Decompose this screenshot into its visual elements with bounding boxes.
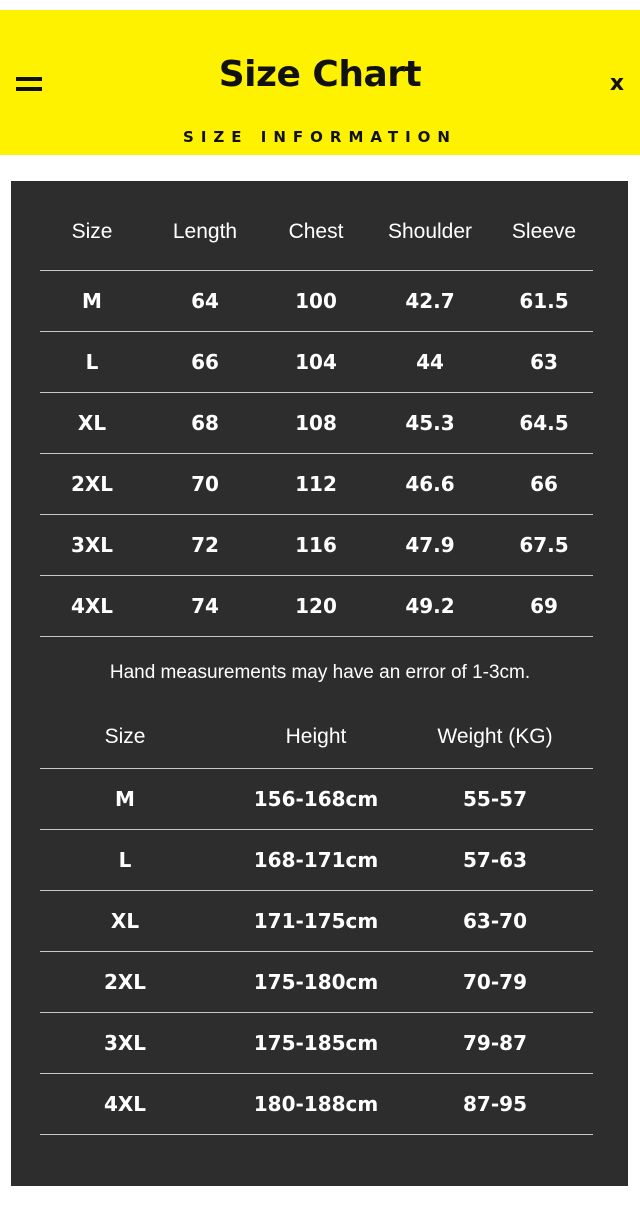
- table-cell: 116: [295, 532, 337, 557]
- table-cell: 70: [191, 471, 219, 496]
- header-banner: [0, 10, 640, 155]
- table-cell: 108: [295, 410, 337, 435]
- table-cell: 74: [191, 593, 219, 618]
- table-cell: L: [85, 349, 99, 374]
- table-cell: 175-185cm: [253, 1030, 379, 1055]
- table-cell: L: [118, 847, 132, 872]
- table-cell: 49.2: [405, 593, 455, 618]
- page-subtitle: SIZE INFORMATION: [183, 128, 457, 146]
- table-cell: 180-188cm: [253, 1091, 379, 1116]
- table-cell: 2XL: [103, 969, 147, 994]
- table-cell: XL: [77, 410, 107, 435]
- table-header-row: [40, 705, 593, 769]
- table-cell: 55-57: [463, 786, 527, 811]
- table-row: [40, 1073, 593, 1135]
- table-cell: 72: [191, 532, 219, 557]
- table-row: [40, 514, 593, 576]
- table-row: [40, 951, 593, 1013]
- column-header: Shoulder: [387, 219, 473, 243]
- table-row: [40, 829, 593, 891]
- table-cell: 42.7: [405, 288, 455, 313]
- table-cell: 63-70: [463, 908, 527, 933]
- table-header-row: [40, 193, 593, 271]
- table-cell: 156-168cm: [253, 786, 379, 811]
- page-title: Size Chart: [218, 54, 422, 95]
- column-header: Weight (KG): [437, 724, 553, 748]
- table-cell: 64: [191, 288, 219, 313]
- close-icon[interactable]: x: [609, 71, 625, 96]
- table-cell: M: [82, 288, 102, 313]
- table-row: [40, 331, 593, 393]
- table-cell: 64.5: [519, 410, 569, 435]
- table-cell: 46.6: [405, 471, 455, 496]
- column-header: Size: [104, 724, 146, 748]
- table-row: [40, 575, 593, 637]
- table-cell: 3XL: [70, 532, 114, 557]
- table-row: [40, 1012, 593, 1074]
- table-cell: M: [115, 786, 135, 811]
- table-cell: 61.5: [519, 288, 569, 313]
- table-cell: 57-63: [463, 847, 527, 872]
- table-cell: 168-171cm: [253, 847, 379, 872]
- column-header: Chest: [288, 219, 344, 243]
- column-header: Sleeve: [511, 219, 577, 243]
- table-row: [40, 270, 593, 332]
- table-cell: 171-175cm: [253, 908, 379, 933]
- table-cell: 45.3: [405, 410, 455, 435]
- table-cell: 66: [530, 471, 558, 496]
- column-header: Length: [172, 219, 238, 243]
- table-cell: 47.9: [405, 532, 455, 557]
- table-cell: 104: [295, 349, 337, 374]
- table-cell: 175-180cm: [253, 969, 379, 994]
- measurement-note: Hand measurements may have an error of 1-3cm.: [109, 662, 531, 683]
- table-cell: 66: [191, 349, 219, 374]
- table-cell: 112: [295, 471, 337, 496]
- table-row: [40, 453, 593, 515]
- table-cell: 4XL: [103, 1091, 147, 1116]
- table-cell: 100: [295, 288, 337, 313]
- table-cell: 87-95: [463, 1091, 527, 1116]
- table-cell: 3XL: [103, 1030, 147, 1055]
- table-cell: 4XL: [70, 593, 114, 618]
- table-row: [40, 768, 593, 830]
- table-cell: 120: [295, 593, 337, 618]
- table-cell: 70-79: [463, 969, 527, 994]
- table-cell: 67.5: [519, 532, 569, 557]
- table-cell: 79-87: [463, 1030, 527, 1055]
- table-cell: 69: [530, 593, 558, 618]
- table-row: [40, 890, 593, 952]
- column-header: Height: [285, 724, 347, 748]
- table-cell: 63: [530, 349, 558, 374]
- table-cell: 2XL: [70, 471, 114, 496]
- column-header: Size: [71, 219, 113, 243]
- table-cell: 68: [191, 410, 219, 435]
- table-cell: XL: [110, 908, 140, 933]
- table-cell: 44: [416, 349, 444, 374]
- table-row: [40, 392, 593, 454]
